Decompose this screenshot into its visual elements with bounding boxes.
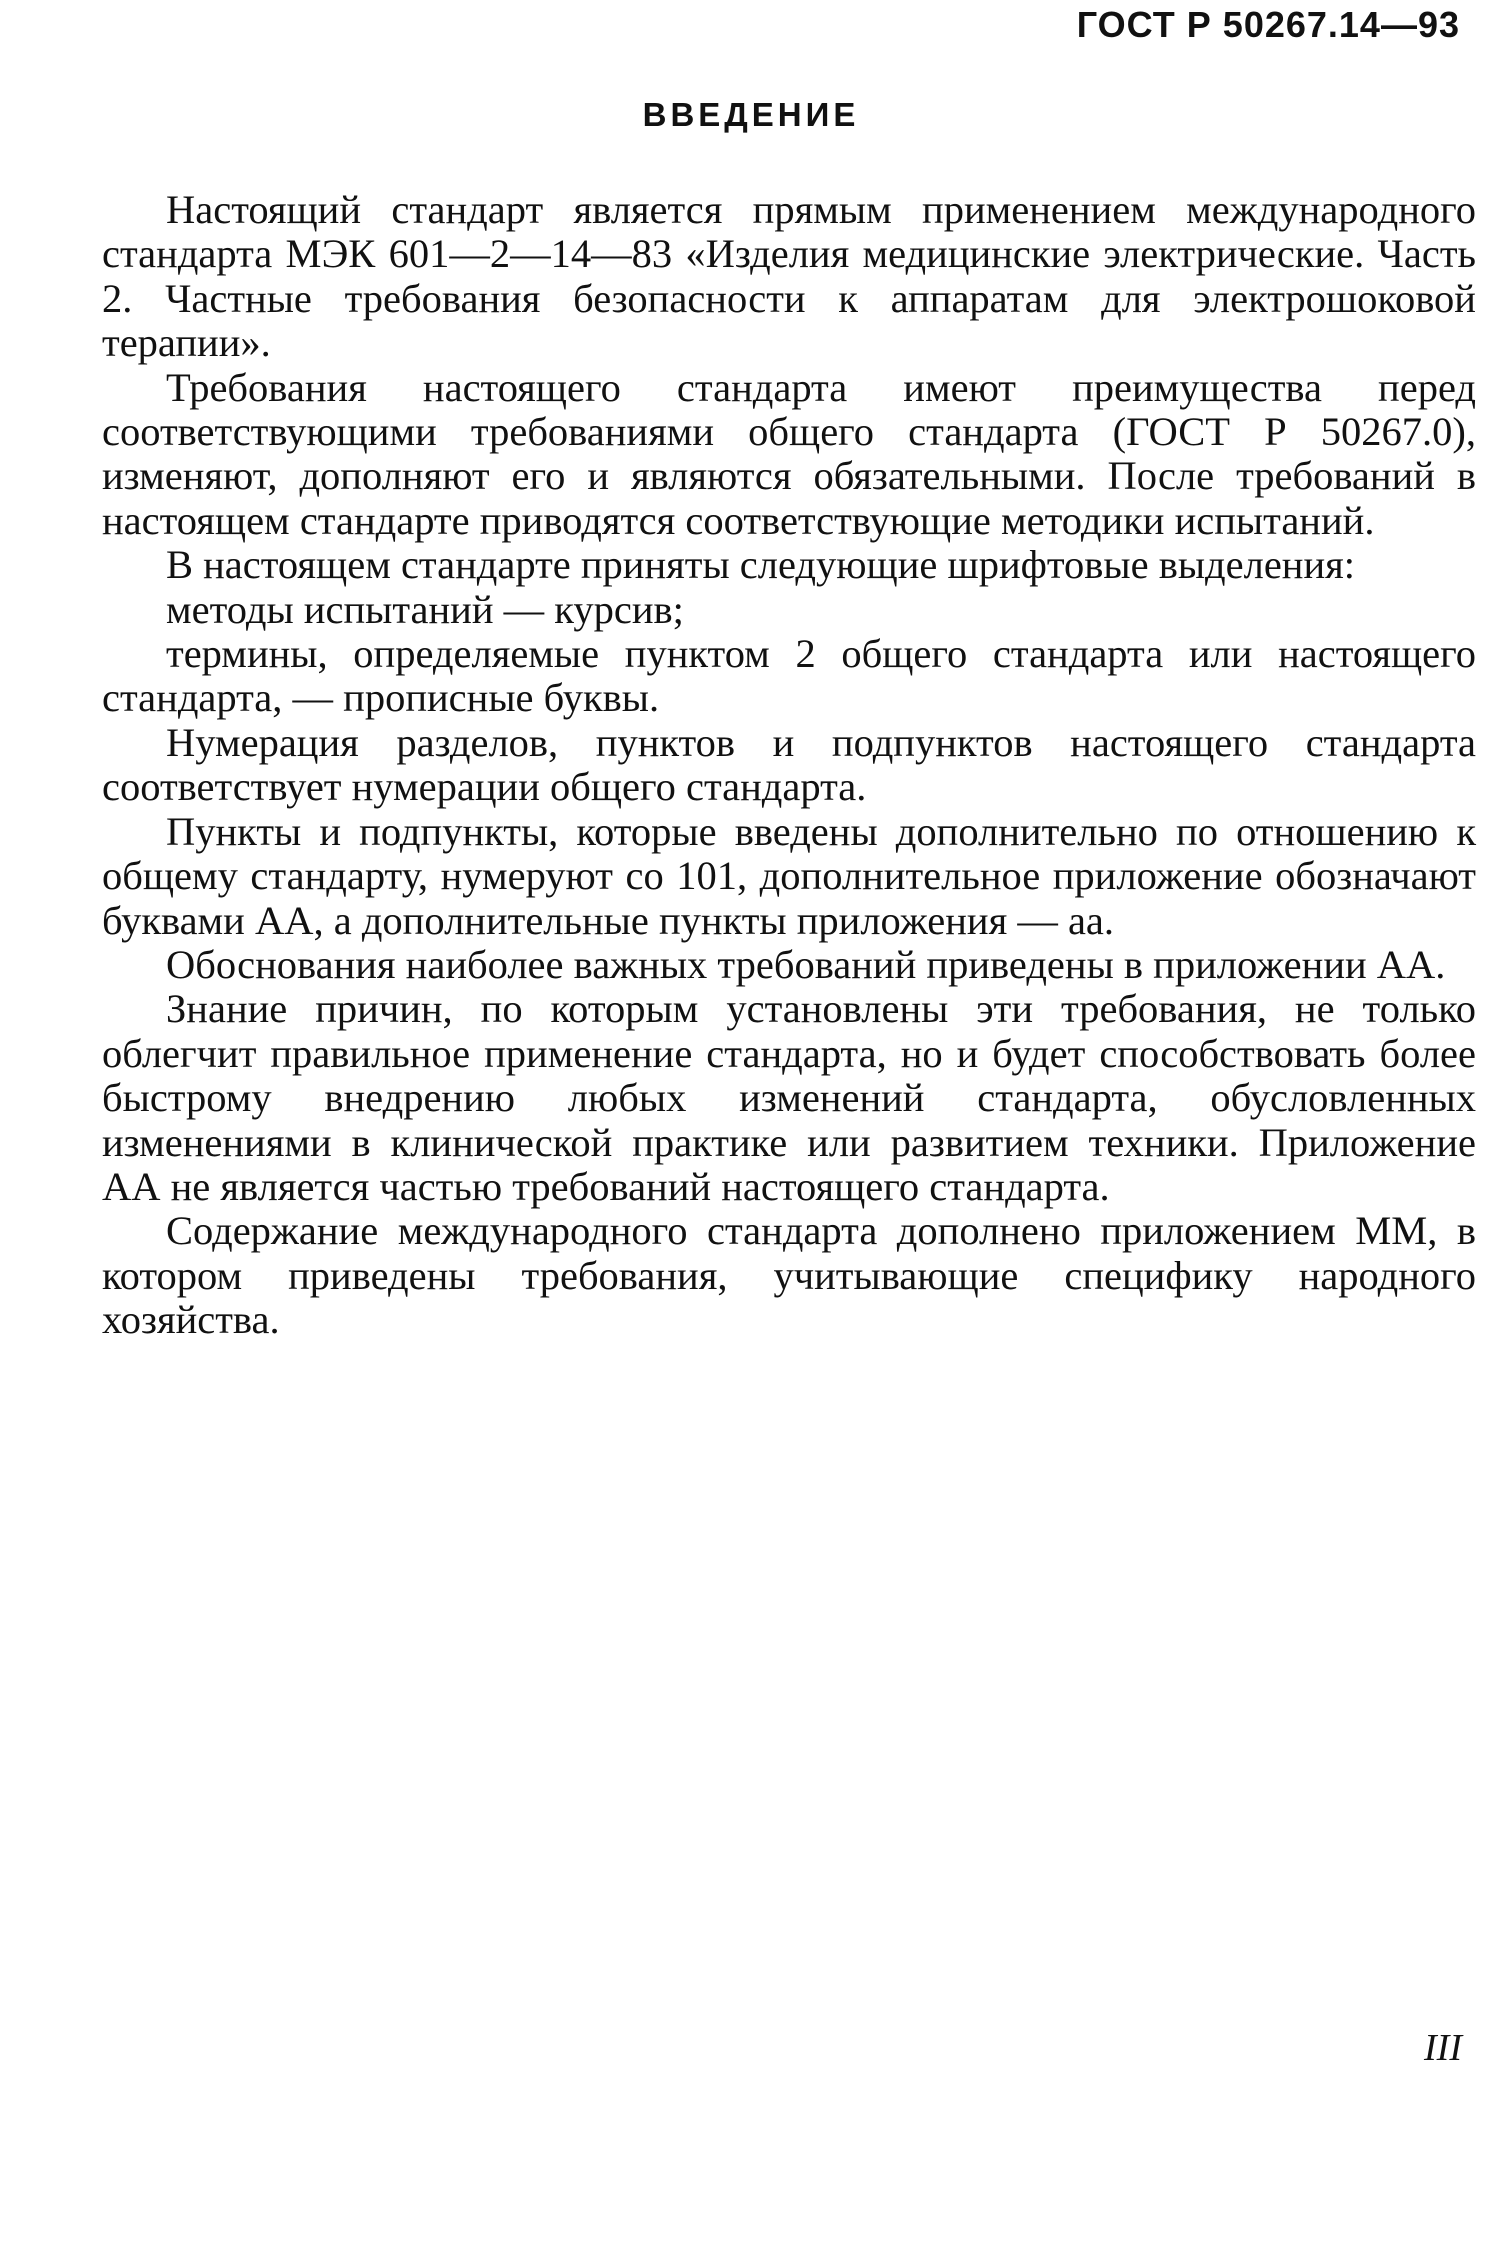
paragraph-requirements-priority: Требования настоящего стандарта имеют преимущества перед соответствующими требованиями общего стандарта (ГОСТ Р 50267.0), изменяют, дополняют его и являются обязательными. После требований в настоящем стандарте приводятся соответствующие методики испытаний. bbox=[102, 364, 1476, 543]
paragraph-test-methods-italic: методы испытаний — курсив; bbox=[166, 586, 684, 632]
paragraph-font-conventions: В настоящем стандарте приняты следующие шрифтовые выделения: bbox=[166, 542, 1356, 588]
body-text bbox=[102, 188, 1476, 1343]
document-code: ГОСТ Р 50267.14—93 bbox=[1076, 4, 1460, 45]
page-number: III bbox=[1424, 2027, 1462, 2069]
paragraph-rationale: Обоснования наиболее важных требований приведены в приложении АА. bbox=[166, 941, 1446, 987]
paragraph-annex-mm: Содержание международного стандарта дополнено приложением ММ, в котором приведены требования, учитывающие специфику народного хозяйства. bbox=[102, 1208, 1476, 1343]
paragraph-additional-items: Пункты и подпункты, которые введены дополнительно по отношению к общему стандарту, нумеруют со 101, дополнительное приложение обозначают буквами АА, а дополнительные пункты приложения — аа. bbox=[102, 808, 1476, 943]
paragraph-terms-capitals: термины, определяемые пунктом 2 общего стандарта или настоящего стандарта, — прописные буквы. bbox=[102, 631, 1476, 721]
paragraph-numbering: Нумерация разделов, пунктов и подпунктов настоящего стандарта соответствует нумерации общего стандарта. bbox=[102, 719, 1476, 810]
paragraph-standard-application: Настоящий стандарт является прямым применением международного стандарта МЭК 601—2—14—83 «Изделия медицинские электрические. Часть 2. Частные требования безопасности к аппаратам для электрошоковой терапии». bbox=[102, 187, 1476, 366]
paragraph-knowledge-of-reasons: Знание причин, по которым установлены эти требования, не только облегчит правильное применение стандарта, но и будет способствовать более быстрому внедрению любых изменений стандарта, обусловленных изменениями в клинической практике или развитием техники. Приложение АА не является частью требований настоящего стандарта. bbox=[102, 986, 1476, 1209]
section-title: ВВЕДЕНИЕ bbox=[642, 96, 860, 133]
